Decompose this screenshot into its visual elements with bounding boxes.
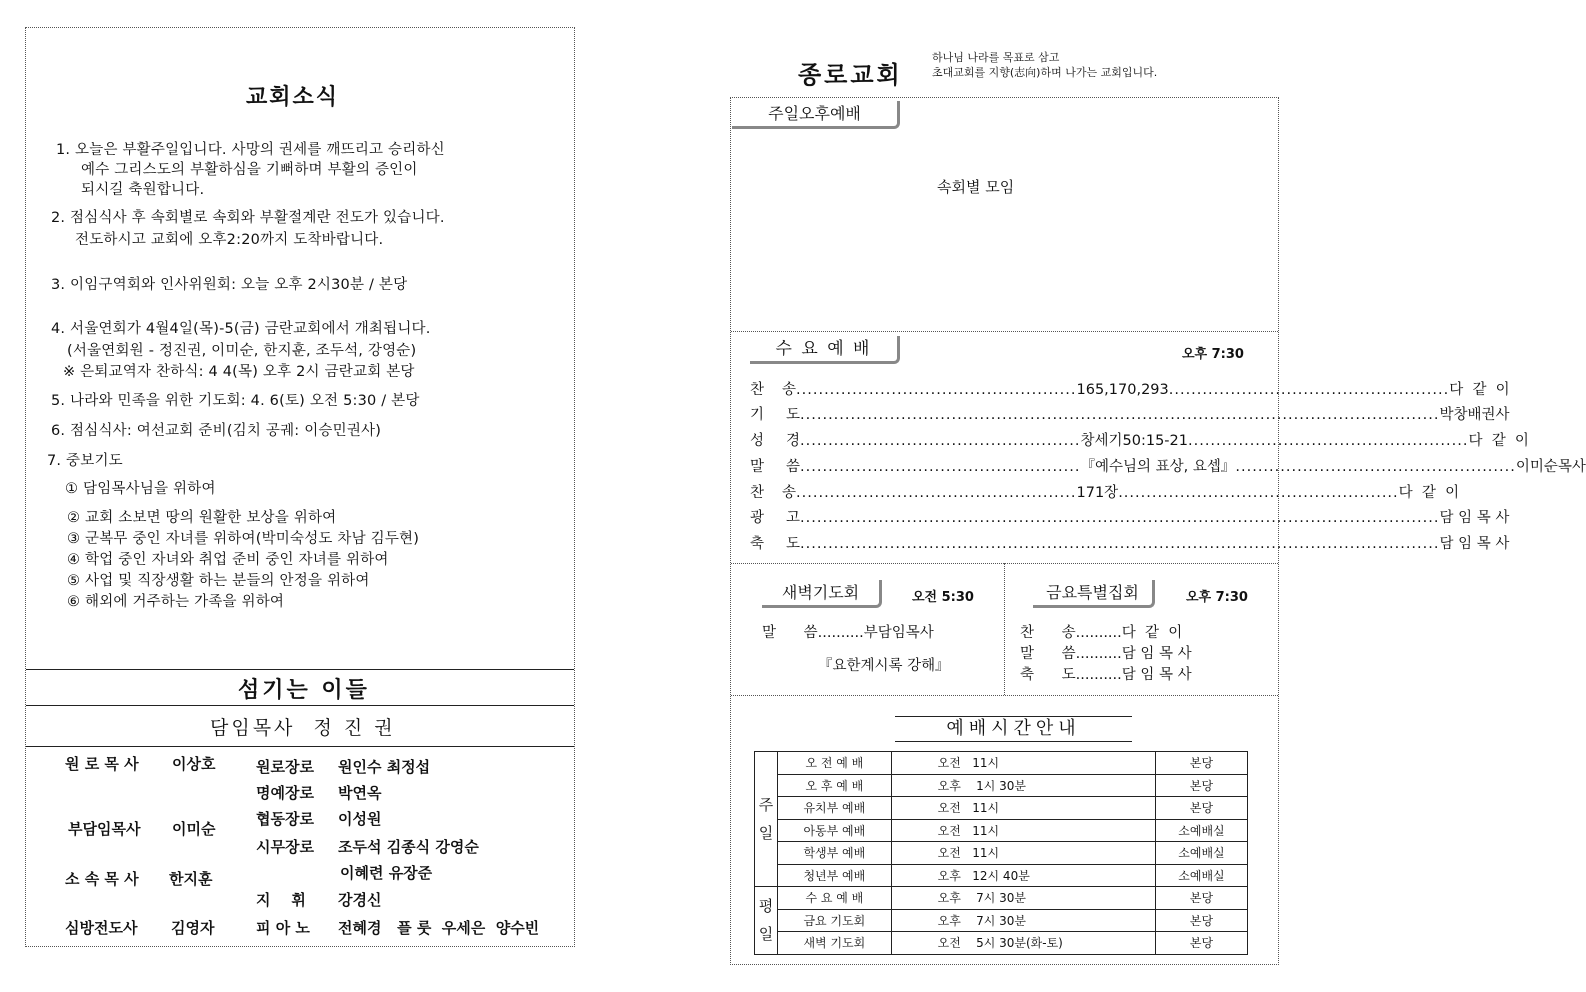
staff-role: 지 휘 — [256, 891, 306, 909]
service-place: 소예배실 — [1155, 864, 1247, 887]
service-time: 오전 5시 30분(화-토) — [891, 932, 1155, 955]
news-line: ③ 군복무 중인 자녀를 위하여(박미숙성도 차남 김두현) — [67, 531, 420, 547]
order-row: 말 씀 .................................................. 『예수님의 표상, 요셉』 .................................................. 이미순목사 — [750, 456, 1255, 478]
table-row — [755, 842, 1248, 865]
order-row: 찬 송 .................................................. 165,170,293 .................................................. 다 같 이 — [750, 379, 1255, 401]
service-place: 본당 — [1155, 909, 1247, 932]
divider-vertical — [1004, 563, 1005, 695]
service-place: 소예배실 — [1155, 842, 1247, 865]
order-key: 성 — [750, 433, 765, 449]
service-name: 유치부 예배 — [778, 797, 892, 820]
schedule-title: 예배시간안내 — [895, 716, 1132, 742]
news-line: 7. 중보기도 — [47, 453, 123, 469]
table-row — [755, 819, 1248, 842]
order-key: 축 — [750, 536, 765, 552]
service-place: 본당 — [1155, 797, 1247, 820]
news-line: 전도하시고 교회에 오후2:20까지 도착바랍니다. — [75, 232, 384, 248]
servants-title: 섬기는 이들 — [238, 677, 370, 703]
order-key: 광 — [750, 510, 765, 526]
order-key: 경 — [786, 433, 801, 449]
service-place: 소예배실 — [1155, 819, 1247, 842]
service-name: 학생부 예배 — [778, 842, 892, 865]
tab-sunday-afternoon: 주일오후예배 — [732, 101, 900, 129]
staff-role: 시무장로 — [256, 838, 314, 856]
order-leader: 담 임 목 사 — [1439, 536, 1510, 552]
staff-role: 원로장로 — [256, 758, 314, 776]
service-time: 오전 11시 — [891, 842, 1155, 865]
tab-friday-meeting: 금요특별집회 — [1033, 580, 1155, 608]
news-title: 교회소식 — [246, 84, 340, 110]
service-time: 오후 1시 30분 — [891, 774, 1155, 797]
news-line: 예수 그리스도의 부활하심을 기뻐하며 부활의 증인이 — [81, 162, 418, 178]
order-row: 찬 송 .................................................. 171장 .................................................. 다 같 이 — [750, 482, 1255, 504]
news-line: 6. 점심식사: 여선교회 준비(김치 공궤: 이승민권사) — [51, 423, 382, 439]
dawn-line: 말 씀..........부담임목사 — [762, 625, 934, 641]
tab-wednesday: 수 요 예 배 — [750, 336, 900, 364]
staff-role: 소 속 목 사 — [65, 870, 139, 888]
table-row — [755, 864, 1248, 887]
news-line: ※ 은퇴교역자 찬하식: 4 4(목) 오후 2시 금란교회 본당 — [63, 364, 415, 380]
divider — [731, 695, 1278, 696]
order-key: 도 — [786, 407, 801, 423]
service-name: 수 요 예 배 — [778, 887, 892, 910]
service-name: 오 전 예 배 — [778, 752, 892, 775]
service-place: 본당 — [1155, 887, 1247, 910]
order-key: 기 — [750, 407, 765, 423]
group-label: 주 일 — [755, 752, 778, 887]
order-item: 창세기50:15-21 — [1080, 433, 1188, 449]
news-line: 되시길 축원합니다. — [81, 182, 205, 198]
service-time: 오후 7시 30분 — [891, 909, 1155, 932]
service-place: 본당 — [1155, 752, 1247, 775]
service-time: 오전 11시 — [891, 752, 1155, 775]
order-key: 찬 — [750, 382, 765, 398]
tab-dawn-prayer: 새벽기도회 — [762, 580, 882, 608]
staff-name: 원인수 최정섭 — [338, 758, 431, 776]
news-line: 1. 오늘은 부활주일입니다. 사망의 권세를 깨뜨리고 승리하신 — [56, 142, 445, 158]
motto — [932, 50, 1157, 80]
news-line: 5. 나라와 민족을 위한 기도회: 4. 6(토) 오전 5:30 / 본당 — [51, 393, 420, 409]
service-name: 청년부 예배 — [778, 864, 892, 887]
dawn-time: 오전 5:30 — [912, 590, 974, 605]
news-line: ② 교회 소보면 땅의 원활한 보상을 위하여 — [67, 510, 337, 526]
schedule-table — [754, 751, 1248, 955]
staff-name: 박연옥 — [338, 784, 382, 802]
order-key: 도 — [786, 536, 801, 552]
staff-role: 명예장로 — [256, 784, 314, 802]
order-key: 찬 — [750, 485, 765, 501]
order-item: 171장 — [1076, 485, 1119, 501]
group-label: 평 일 — [755, 887, 778, 955]
order-row: 광 고 .................................................................................................................. 담 임 목 사 — [750, 507, 1255, 529]
order-leader: 다 같 이 — [1468, 433, 1529, 449]
order-leader: 박창배권사 — [1439, 407, 1510, 423]
divider — [26, 705, 574, 706]
dawn-sermon: 『요한계시록 강해』 — [818, 658, 950, 674]
staff-name: 이성원 — [338, 810, 382, 828]
staff-name: 조두석 김종식 강영순 — [338, 838, 479, 856]
staff-name: 이혜련 유장준 — [340, 864, 433, 882]
news-line: ① 담임목사님을 위하여 — [65, 481, 216, 497]
service-place: 본당 — [1155, 932, 1247, 955]
sunday-afternoon-note: 속회별 모임 — [937, 178, 1015, 196]
divider — [26, 746, 574, 747]
news-line: 4. 서울연회가 4월4일(목)-5(금) 금란교회에서 개최됩니다. — [51, 321, 431, 337]
friday-time: 오후 7:30 — [1186, 590, 1248, 605]
service-place: 본당 — [1155, 774, 1247, 797]
news-line: 3. 이임구역회와 인사위원회: 오늘 오후 2시30분 / 본당 — [51, 277, 408, 293]
order-row: 축 도 .................................................................................................................. 담 임 목 사 — [750, 533, 1255, 555]
staff-name: 강경신 — [338, 891, 382, 909]
service-time: 오후 12시 40분 — [891, 864, 1155, 887]
church-name: 종로교회 — [798, 60, 903, 89]
order-key: 송 — [782, 382, 797, 398]
table-row — [755, 797, 1248, 820]
order-leader: 담 임 목 사 — [1439, 510, 1510, 526]
service-time: 오전 11시 — [891, 819, 1155, 842]
table-row — [755, 932, 1248, 955]
service-time: 오전 11시 — [891, 797, 1155, 820]
staff-role: 원 로 목 사 — [65, 755, 139, 773]
order-item: 『예수님의 표상, 요셉』 — [1080, 459, 1236, 475]
staff-role: 피 아 노 — [256, 919, 310, 937]
order-leader: 이미순목사 — [1515, 459, 1586, 475]
table-row — [755, 774, 1248, 797]
order-key: 고 — [786, 510, 801, 526]
service-name: 금요 기도회 — [778, 909, 892, 932]
order-key: 말 — [750, 459, 765, 475]
staff-role: 협동장로 — [256, 810, 314, 828]
wednesday-time: 오후 7:30 — [1182, 347, 1244, 362]
motto-line: 하나님 나라를 목표로 삼고 — [932, 51, 1060, 64]
staff-name: 전혜경 플 룻 우세은 양수빈 — [338, 919, 540, 937]
friday-line: 축 도..........담 임 목 사 — [1020, 667, 1192, 683]
staff-name: 김영자 — [171, 919, 215, 937]
senior-pastor: 담임목사 정 진 권 — [210, 717, 396, 739]
order-leader: 다 같 이 — [1449, 382, 1510, 398]
news-line: ⑥ 해외에 거주하는 가족을 위하여 — [67, 594, 285, 610]
staff-role: 부담임목사 — [68, 820, 141, 838]
staff-role: 심방전도사 — [65, 919, 138, 937]
staff-name: 이미순 — [172, 820, 216, 838]
table-row — [755, 752, 1248, 775]
divider — [26, 669, 574, 670]
news-line: ⑤ 사업 및 직장생활 하는 분들의 안정을 위하여 — [67, 573, 370, 589]
service-name: 오 후 예 배 — [778, 774, 892, 797]
news-line: (서울연회원 - 정진권, 이미순, 한지훈, 조두석, 강영순) — [67, 343, 417, 359]
order-item: 165,170,293 — [1076, 382, 1169, 398]
table-row — [755, 909, 1248, 932]
motto-line: 초대교회를 지향(志向)하며 나가는 교회입니다. — [932, 66, 1158, 79]
order-row: 성 경 .................................................. 창세기50:15-21 .................................................. 다 같 이 — [750, 430, 1255, 452]
table-row — [755, 887, 1248, 910]
order-key: 씀 — [786, 459, 801, 475]
service-name: 아동부 예배 — [778, 819, 892, 842]
news-line: ④ 학업 중인 자녀와 취업 준비 중인 자녀를 위하여 — [67, 552, 389, 568]
friday-line: 말 씀..........담 임 목 사 — [1020, 646, 1192, 662]
divider — [731, 331, 1278, 332]
order-row: 기 도 .................................................................................................................. 박창배권사 — [750, 404, 1255, 426]
service-name: 새벽 기도회 — [778, 932, 892, 955]
news-line: 2. 점심식사 후 속회별로 속회와 부활절계란 전도가 있습니다. — [51, 210, 445, 226]
staff-name: 한지훈 — [169, 870, 213, 888]
staff-name: 이상호 — [172, 755, 216, 773]
friday-line: 찬 송..........다 같 이 — [1020, 625, 1183, 641]
service-time: 오후 7시 30분 — [891, 887, 1155, 910]
order-leader: 다 같 이 — [1398, 485, 1460, 501]
order-key: 송 — [782, 485, 797, 501]
